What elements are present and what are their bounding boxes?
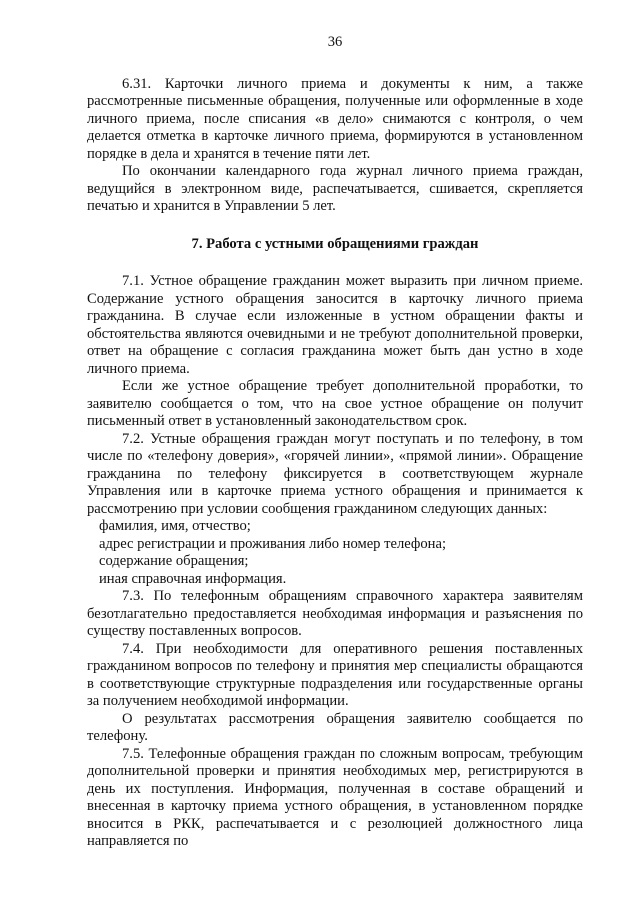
paragraph-journal-archiving: По окончании календарного года журнал личного приема граждан, ведущийся в электронном виде, распечатывается, сшивается, скрепляется печатью и хранится в Управлении 5 лет. — [87, 163, 583, 214]
page-number: 36 — [327, 34, 343, 50]
paragraph-additional-study: Если же устное обращение требует дополнительной проработки, то заявителю сообщается о том, что на свое устное обращение он получит письменный ответ в установленный законодательством срок. — [87, 378, 583, 429]
section-heading: 7. Работа с устными обращениями граждан — [191, 235, 479, 252]
paragraph-6-31: 6.31. Карточки личного приема и документы к ним, а также рассмотренные письменные обращения, полученные или оформленные в ходе личного приема, после списания «в дело» снимаются с контроля, о чем делается отметка в карточке личного приема, формируются в установленном порядке в дела и хранятся в течение пяти лет. — [87, 75, 583, 162]
paragraph-7-2: 7.2. Устные обращения граждан могут поступать и по телефону, в том числе по «телефону доверия», «горячей линии», «прямой линии». Обращение гражданина по телефону фиксируется в соответствующем журнале Управления или в карточке приема устного обращения и принимается к рассмотрению при условии сообщения гражданином следующих данных: — [87, 430, 583, 517]
paragraph-7-3: 7.3. По телефонным обращениям справочного характера заявителям безотлагательно предоставляется необходимая информация и разъяснения по существу поставленных вопросов. — [87, 588, 583, 639]
list-item: иная справочная информация. — [99, 570, 287, 587]
paragraph-results-by-phone: О результатах рассмотрения обращения заявителю сообщается по телефону. — [87, 710, 583, 744]
list-item: фамилия, имя, отчество; — [99, 518, 251, 534]
paragraph-7-1: 7.1. Устное обращение гражданин может выразить при личном приеме. Содержание устного обращения заносится в карточку личного приема гражданина. В случае если изложенные в устном обращении факты и обстоятельства являются очевидными и не требуют дополнительной проверки, ответ на обращение с согласия гражданина может быть дан устно в ходе личного приема. — [87, 273, 583, 377]
paragraph-7-5: 7.5. Телефонные обращения граждан по сложным вопросам, требующим дополнительной проверки и принятия необходимых мер, регистрируются в день их поступления. Информация, полученная в составе обращений и внесенная в карточку приема устного обращения, в установленном порядке вносится в РКК, распечатывается и с резолюцией должностного лица направляется по — [87, 745, 583, 849]
paragraph-7-4: 7.4. При необходимости для оперативного решения поставленных гражданином вопросов по телефону и принятия мер специалисты обращаются в соответствующие структурные подразделения или государственные органы за получением необходимой информации. — [87, 640, 583, 709]
list-item: адрес регистрации и проживания либо номер телефона; — [99, 535, 447, 552]
list-item: содержание обращения; — [99, 553, 249, 569]
